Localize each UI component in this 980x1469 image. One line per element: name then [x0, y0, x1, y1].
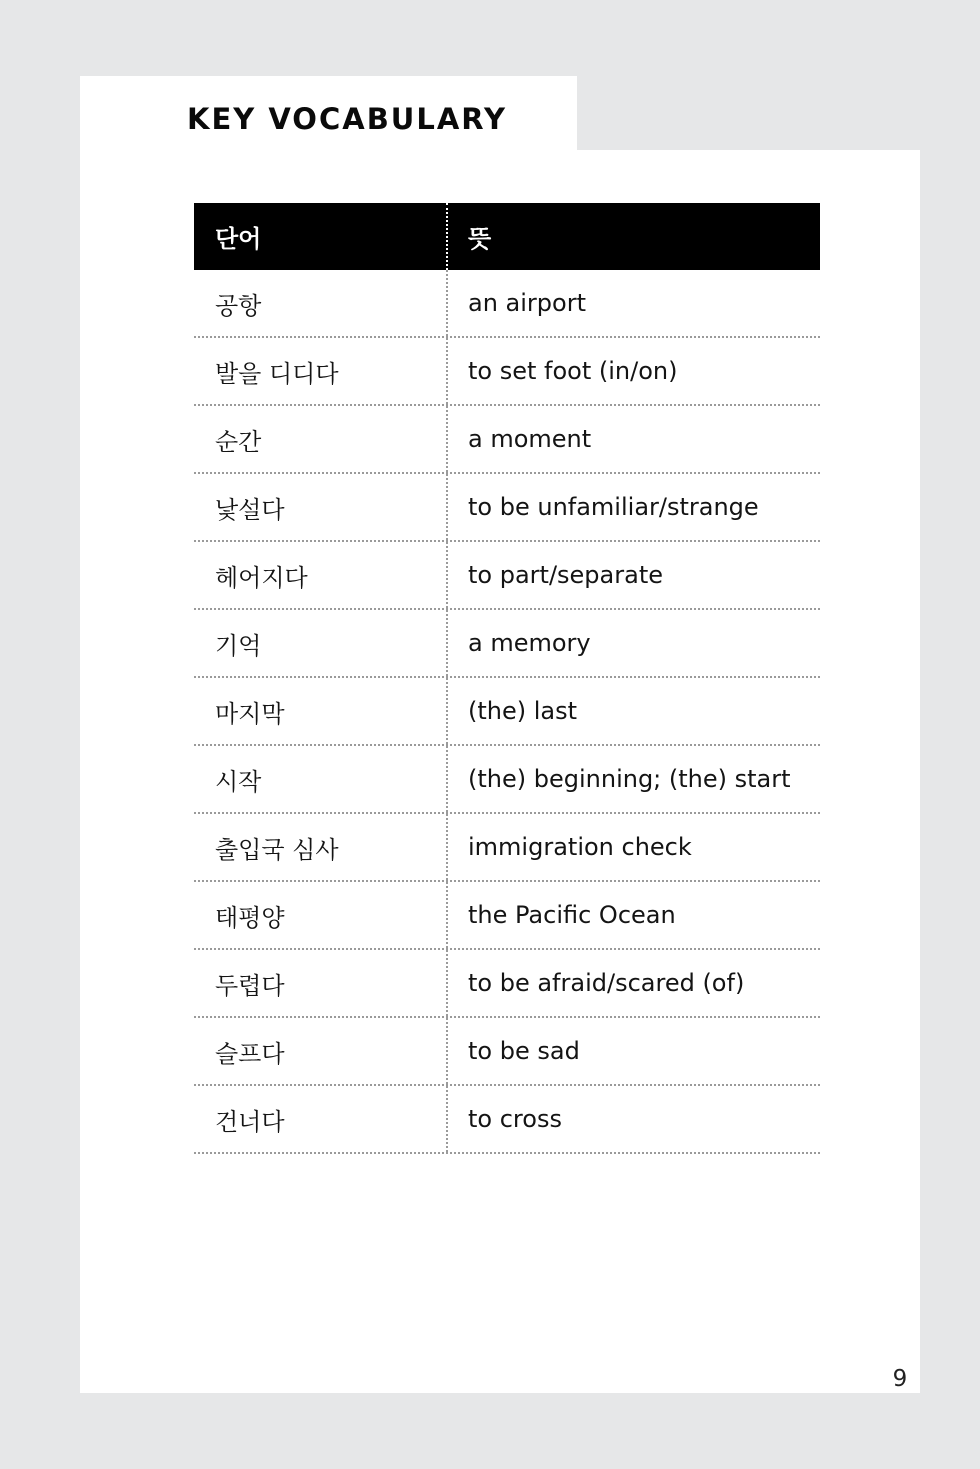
english-meaning: (the) beginning; (the) start: [468, 765, 791, 793]
english-meaning: a memory: [468, 629, 591, 657]
table-row: [194, 882, 820, 950]
header-meaning: 뜻: [468, 225, 492, 253]
table-header: [194, 203, 820, 270]
korean-word: 두렵다: [194, 950, 448, 1016]
korean-word: 출입국 심사: [194, 814, 448, 880]
table-row: [194, 746, 820, 814]
table-row: [194, 542, 820, 610]
korean-word: 공항: [194, 270, 448, 336]
korean-word: 마지막: [194, 678, 448, 744]
korean-word: 시작: [194, 746, 448, 812]
korean-word: 태평양: [194, 882, 448, 948]
table-row: [194, 1018, 820, 1086]
header-korean: 단어: [194, 203, 448, 270]
korean-word: 기억: [194, 610, 448, 676]
korean-word: 순간: [194, 406, 448, 472]
english-meaning: the Pacific Ocean: [468, 901, 676, 929]
english-meaning: a moment: [468, 425, 592, 453]
table-row: [194, 270, 820, 338]
korean-word: 헤어지다: [194, 542, 448, 608]
table-row: [194, 610, 820, 678]
english-meaning: to set foot (in/on): [468, 357, 678, 385]
english-meaning: an airport: [468, 289, 586, 317]
korean-word: 슬프다: [194, 1018, 448, 1084]
page-number: 9: [892, 1366, 908, 1392]
korean-word: 건너다: [194, 1086, 448, 1152]
english-meaning: (the) last: [468, 697, 578, 725]
english-meaning: to be afraid/scared (of): [468, 969, 745, 997]
vocabulary-table: [194, 203, 820, 1154]
korean-word: 낯설다: [194, 474, 448, 540]
english-meaning: immigration check: [468, 833, 692, 861]
english-meaning: to be sad: [468, 1037, 580, 1065]
korean-word: 발을 디디다: [194, 338, 448, 404]
table-row: [194, 1086, 820, 1154]
table-row: [194, 814, 820, 882]
english-meaning: to be unfamiliar/strange: [468, 493, 759, 521]
table-row: [194, 950, 820, 1018]
section-title: KEY VOCABULARY: [187, 102, 508, 136]
table-row: [194, 338, 820, 406]
table-row: [194, 678, 820, 746]
english-meaning: to part/separate: [468, 561, 663, 589]
table-row: [194, 406, 820, 474]
english-meaning: to cross: [468, 1105, 562, 1133]
table-row: [194, 474, 820, 542]
